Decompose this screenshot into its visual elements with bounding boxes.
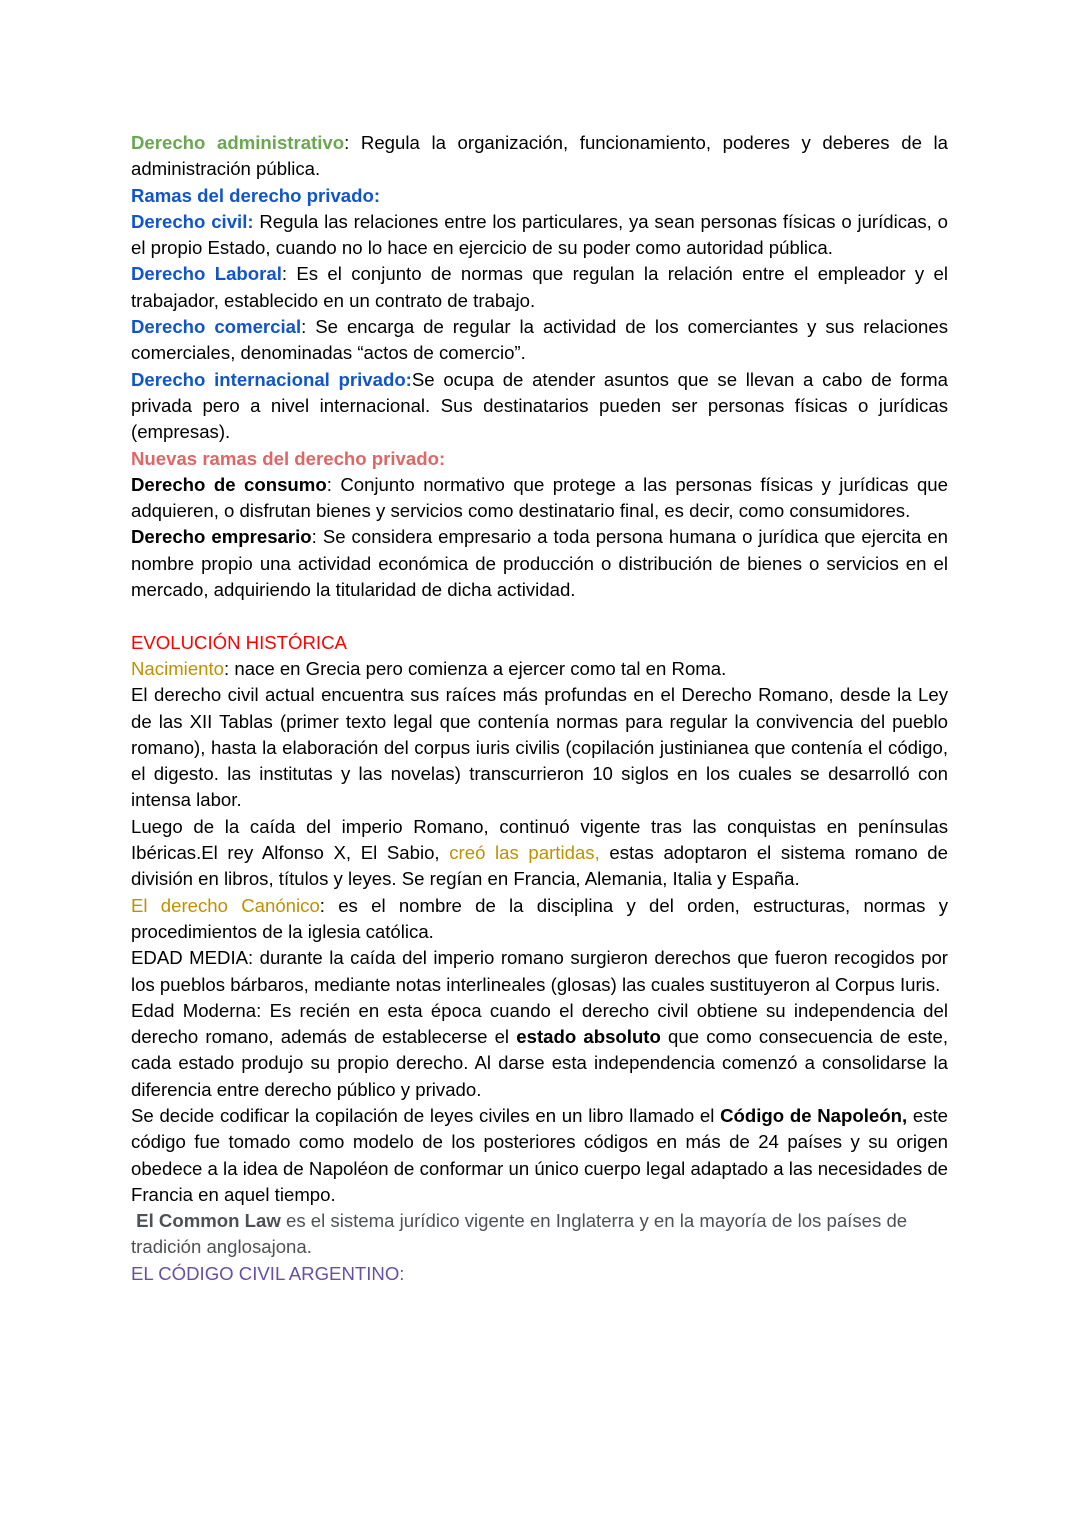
paragraph-derecho-internacional <box>131 367 948 446</box>
text: este código fue tomado como modelo de los posteriores códigos en más de 24 países y su origen obedece a la idea de Napoléon de conformar un único cuerpo legal adaptado a las necesidades de Francia en aquel tiempo. <box>131 1104 949 1205</box>
term-label: Derecho empresario <box>131 526 312 548</box>
document-page <box>131 130 948 1287</box>
paragraph-derecho-administrativo <box>131 130 948 183</box>
definition-text: : Regula la organización, funcionamiento, poderes y deberes de la administración pública. <box>131 132 949 180</box>
paragraph-derecho-canonico <box>131 893 948 946</box>
paragraph-codigo-napoleon <box>131 1103 948 1208</box>
text: que como consecuencia de este, cada estado produjo su propio derecho. Al darse esta independencia comenzó a consolidarse la diferencia entre derecho público y privado. <box>131 1026 948 1100</box>
bold-text: El Common Law <box>131 1210 281 1232</box>
definition-text: Regula las relaciones entre los particulares, ya sean personas físicas o jurídicas, o el propio Estado, cuando no lo hace en ejercicio de su poder como autoridad pública. <box>131 210 948 259</box>
paragraph-caida-imperio <box>131 814 948 893</box>
heading-codigo-civil-argentino: EL CÓDIGO CIVIL ARGENTINO: <box>131 1262 405 1284</box>
text: Se decide codificar la copilación de leyes civiles en un libro llamado el <box>131 1104 721 1126</box>
term-label: El derecho Canónico <box>131 894 320 916</box>
term-label: Derecho internacional privado: <box>131 368 412 390</box>
term-label: Derecho comercial <box>131 316 302 338</box>
term-label: Nacimiento <box>131 657 225 679</box>
term-label: Derecho Laboral <box>131 263 282 285</box>
definition-text: : nace en Grecia pero comienza a ejercer como tal en Roma. <box>224 657 727 679</box>
heading-nuevas-ramas: Nuevas ramas del derecho privado: <box>131 447 446 469</box>
definition-text: Se ocupa de atender asuntos que se llevan a cabo de forma privada pero a nivel internacional. Sus destinatarios pueden ser personas físicas o jurídicas (empresas). <box>131 368 948 443</box>
paragraph-derecho-comercial <box>131 314 948 367</box>
paragraph-derecho-civil <box>131 209 948 262</box>
definition-text: : Se considera empresario a toda persona humana o jurídica que ejercita en nombre propio una actividad económica de producción o distribución de bienes o servicios en el mercado, adquiriendo la titularidad de dicha actividad. <box>131 526 948 601</box>
term-label: Derecho de consumo <box>131 473 327 495</box>
term-label: Derecho administrativo <box>131 132 345 153</box>
term-label: Derecho civil: <box>131 210 254 232</box>
paragraph-nacimiento <box>131 656 948 682</box>
definition-text: : es el nombre de la disciplina y del orden, estructuras, normas y procedimientos de la iglesia católica. <box>131 894 948 942</box>
definition-text: : Conjunto normativo que protege a las personas físicas y jurídicas que adquieren, o disfrutan bienes y servicios como destinatario final, es decir, como consumidores. <box>131 473 948 522</box>
heading-ramas-privado: Ramas del derecho privado: <box>131 184 381 206</box>
definition-text: : Se encarga de regular la actividad de los comerciantes y sus relaciones comerciales, denominadas “actos de comercio”. <box>131 316 948 364</box>
text: es el sistema jurídico vigente en Inglaterra y en la mayoría de los países de tradición anglosajona. <box>131 1210 913 1258</box>
definition-text: : Es el conjunto de normas que regulan la relación entre el empleador y el trabajador, establecido en un contrato de trabajo. <box>131 263 948 311</box>
paragraph-edad-media: EDAD MEDIA: durante la caída del imperio romano surgieron derechos que fueron recogidos por los pueblos bárbaros, mediante notas interlineales (glosas) las cuales sustituyeron al Corpus Iuris. <box>131 947 948 995</box>
paragraph-derecho-laboral <box>131 261 948 314</box>
highlight-text: creó las partidas, <box>449 842 600 864</box>
paragraph-derecho-romano: El derecho civil actual encuentra sus raíces más profundas en el Derecho Romano, desde la Ley de las XII Tablas (primer texto legal que contenía normas para regular la convivencia del pueblo romano), hasta la elaboración del corpus iuris civilis (copilación justinianea que contenía el código, el digesto. las institutas y las novelas) transcurrieron 10 siglos en los cuales se desarrolló con intensa labor. <box>131 684 948 811</box>
paragraph-common-law <box>131 1208 948 1261</box>
paragraph-derecho-empresario <box>131 524 948 603</box>
heading-evolucion-historica: EVOLUCIÓN HISTÓRICA <box>131 631 347 653</box>
bold-text: estado absoluto <box>516 1026 661 1048</box>
paragraph-derecho-consumo <box>131 472 948 525</box>
text: Luego de la caída del imperio Romano, continuó vigente tras las conquistas en penínsulas Ibéricas.El rey Alfonso X, El Sabio, <box>131 815 948 864</box>
text: estas adoptaron el sistema romano de división en libros, títulos y leyes. Se regían en Francia, Alemania, Italia y España. <box>131 842 948 890</box>
paragraph-edad-moderna <box>131 998 948 1103</box>
bold-text: Código de Napoleón, <box>720 1104 908 1126</box>
blank-line <box>131 603 948 629</box>
text: Edad Moderna: Es recién en esta época cuando el derecho civil obtiene su independencia del derecho romano, además de establecerse el <box>131 999 948 1048</box>
